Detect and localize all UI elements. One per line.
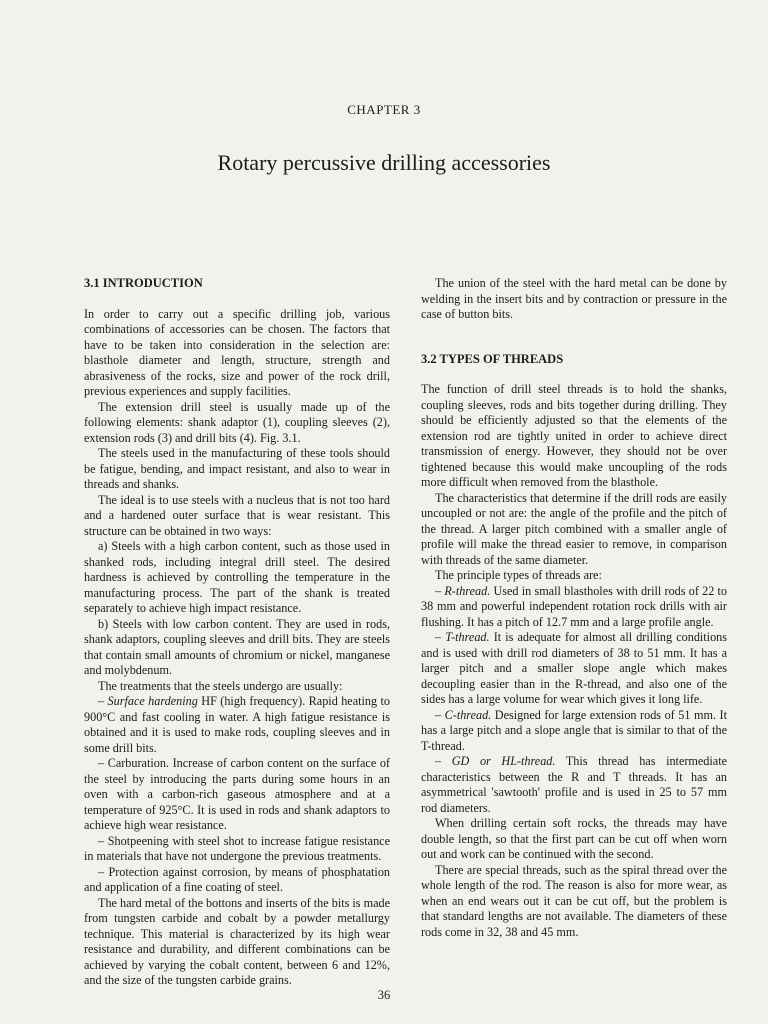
paragraph: The principle types of threads are: — [435, 568, 602, 582]
paragraph: The steels used in the manufacturing of these tools should be fatigue, bending, and impact resistant, and also to wear in threads and shanks. — [84, 446, 390, 491]
paragraph: The ideal is to use steels with a nucleus that is not too hard and a hardened outer surface that is wear resistant. This structure can be obtained in two ways: — [84, 492, 390, 538]
list-item-term: C-thread. — [444, 707, 492, 722]
paragraph: a) Steels with a high carbon content, such as those used in shanked rods, including integral drill steel. The desired hardness is achieved by controlling the temperature in the manufacturing process. The part of the shank is treated separately to achieve high impact resistance. — [84, 539, 390, 615]
list-item-text: Designed for large extension rods of 51 mm. It has a large pitch and a slope angle that is similar to that of the T-thread. — [421, 707, 727, 753]
list-item-text: It is adequate for almost all drilling conditions and is used with drill rod diameters of 38 to 51 mm. It has a larger pitch and a smaller slope angle which makes decoupling easier than in the R-thread, and also one of the sides has a large volume for wear which gives it long life. — [421, 630, 727, 706]
list-item: – R-thread. Used in small blastholes with drill rods of 22 to 38 mm and powerful independent rotation rock drills with air flushing. It has a pitch of 12.7 mm and a large profile angle. — [421, 583, 727, 629]
paragraph: When drilling certain soft rocks, the threads may have double length, so that the first part can be cut off when worn out and work can be continued with the second. — [421, 816, 727, 861]
paragraph: The extension drill steel is usually made up of the following elements: shank adaptor (1), coupling sleeves (2), extension rods (3) and drill bits (4). Fig. 3.1. — [84, 399, 390, 445]
paragraph: The characteristics that determine if the drill rods are easily uncoupled or not are: the angle of the profile and the pitch of the thread. A larger pitch combined with a smaller angle of profile will make the thread easier to remove, in comparison with threads of the same diameter. — [421, 490, 727, 567]
section-heading-types-of-threads: 3.2 TYPES OF THREADS — [421, 351, 564, 366]
chapter-label: CHAPTER 3 — [347, 102, 421, 117]
paragraph: The hard metal of the bottons and inserts of the bits is made from tungsten carbide and cobalt by a powder metallurgy technique. This material is characterized by its high wear resistance and durability, and different combinations can be achieved by varying the cobalt content, between 6 and 12%, and the size of the tungsten carbide grains. — [84, 895, 390, 987]
paragraph: The function of drill steel threads is to hold the shanks, coupling sleeves, rods and bits together during drilling. They should be efficiently adjusted so that the elements of the extension rod are tightly united in order to achieve direct transmission of energy. However, they should not be over tightened because this would make uncoupling of the rods more difficult when removed from the blasthole. — [421, 382, 727, 489]
list-item: – C-thread. Designed for large extension rods of 51 mm. It has a large pitch and a slope angle that is similar to that of the T-thread. — [421, 707, 727, 753]
paragraph: The treatments that the steels undergo are usually: — [98, 678, 343, 693]
paragraph: There are special threads, such as the spiral thread over the whole length of the rod. The reason is also for more wear, as when an end wears out it can be cut off, but the problem is that standard lengths are not available. The diameters of these rods come in 32, 38 and 45 mm. — [421, 862, 727, 939]
list-item-term: Surface hardening — [107, 694, 198, 708]
paragraph: The union of the steel with the hard metal can be done by welding in the insert bits and by contraction or pressure in the case of button bits. — [421, 276, 727, 321]
page-number: 36 — [377, 988, 391, 1002]
left-column — [84, 276, 390, 989]
list-item-text: Used in small blastholes with drill rods of 22 to 38 mm and powerful independent rotation rock drills with air flushing. It has a pitch of 12.7 mm and a large profile angle. — [421, 583, 727, 629]
list-item: – Surface hardening HF (high frequency). Rapid heating to 900°C and fast cooling in water. A high fatigue resistance is obtained and it is used to make rods, coupling sleeves and in some drill bits. — [84, 694, 390, 755]
list-item: – Protection against corrosion, by means of phosphatation and application of a fine coating of steel. — [84, 864, 391, 894]
section-heading-introduction: 3.1 INTRODUCTION — [84, 276, 203, 290]
list-item-text: Protection against corrosion, by means of phosphatation and application of a fine coating of steel. — [84, 864, 391, 894]
paragraph: b) Steels with low carbon content. They are used in rods, shank adaptors, coupling sleeves and drill bits. They are steels that contain small amounts of chromium or nickel, manganese and molybdenum. — [84, 616, 390, 677]
list-item: – GD or HL-thread. This thread has intermediate characteristics between the R and T threads. It has an asymmetrical 'sawtooth' profile and is used in 25 to 57 mm rod diameters. — [421, 754, 727, 815]
list-item: – Carburation. Increase of carbon content on the surface of the steel by introducing the parts during some hours in an oven with a carbon-rich gaseous atmosphere and at a temperature of 925°C. It is used in rods and shank adaptors to achieve high wear resistance. — [84, 756, 390, 832]
list-item-term: R-thread. — [444, 583, 491, 598]
list-item: – Shotpeening with steel shot to increase fatigue resistance in materials that have not undergone the previous treatments. — [84, 833, 390, 863]
list-item-text: This thread has intermediate characteristics between the R and T threads. It has an asymmetrical 'sawtooth' profile and is used in 25 to 57 mm rod diameters. — [421, 754, 727, 815]
list-item-term: T-thread. — [445, 630, 490, 644]
list-item-text: Carburation. Increase of carbon content on the surface of the steel by introducing the parts during some hours in an oven with a carbon-rich gaseous atmosphere and at a temperature of 925°C. It is used in rods and shank adaptors to achieve high wear resistance. — [84, 756, 390, 832]
list-item-text: HF (high frequency). Rapid heating to 900°C and fast cooling in water. A high fatigue resistance is obtained and it is used to make rods, coupling sleeves and in some drill bits. — [84, 694, 390, 755]
list-item-term: GD or HL-thread. — [451, 754, 556, 768]
list-item: – T-thread. It is adequate for almost all drilling conditions and is used with drill rod diameters of 38 to 51 mm. It has a larger pitch and a smaller slope angle which makes decoupling easier than in the R-thread, and also one of the sides has a large volume for wear which gives it long life. — [421, 630, 727, 706]
right-column — [421, 276, 727, 940]
paragraph: In order to carry out a specific drilling job, various combinations of accessories can be chosen. The factors that have to be taken into consideration in the selection are: blasthole diameter and length, structure, strength and abrasiveness of the rocks, size and power of the rock drill, previous experiences and supply facilities. — [84, 306, 390, 398]
list-item-text: Shotpeening with steel shot to increase fatigue resistance in materials that have not undergone the previous treatments. — [84, 833, 390, 863]
chapter-title: Rotary percussive drilling accessories — [217, 150, 551, 175]
